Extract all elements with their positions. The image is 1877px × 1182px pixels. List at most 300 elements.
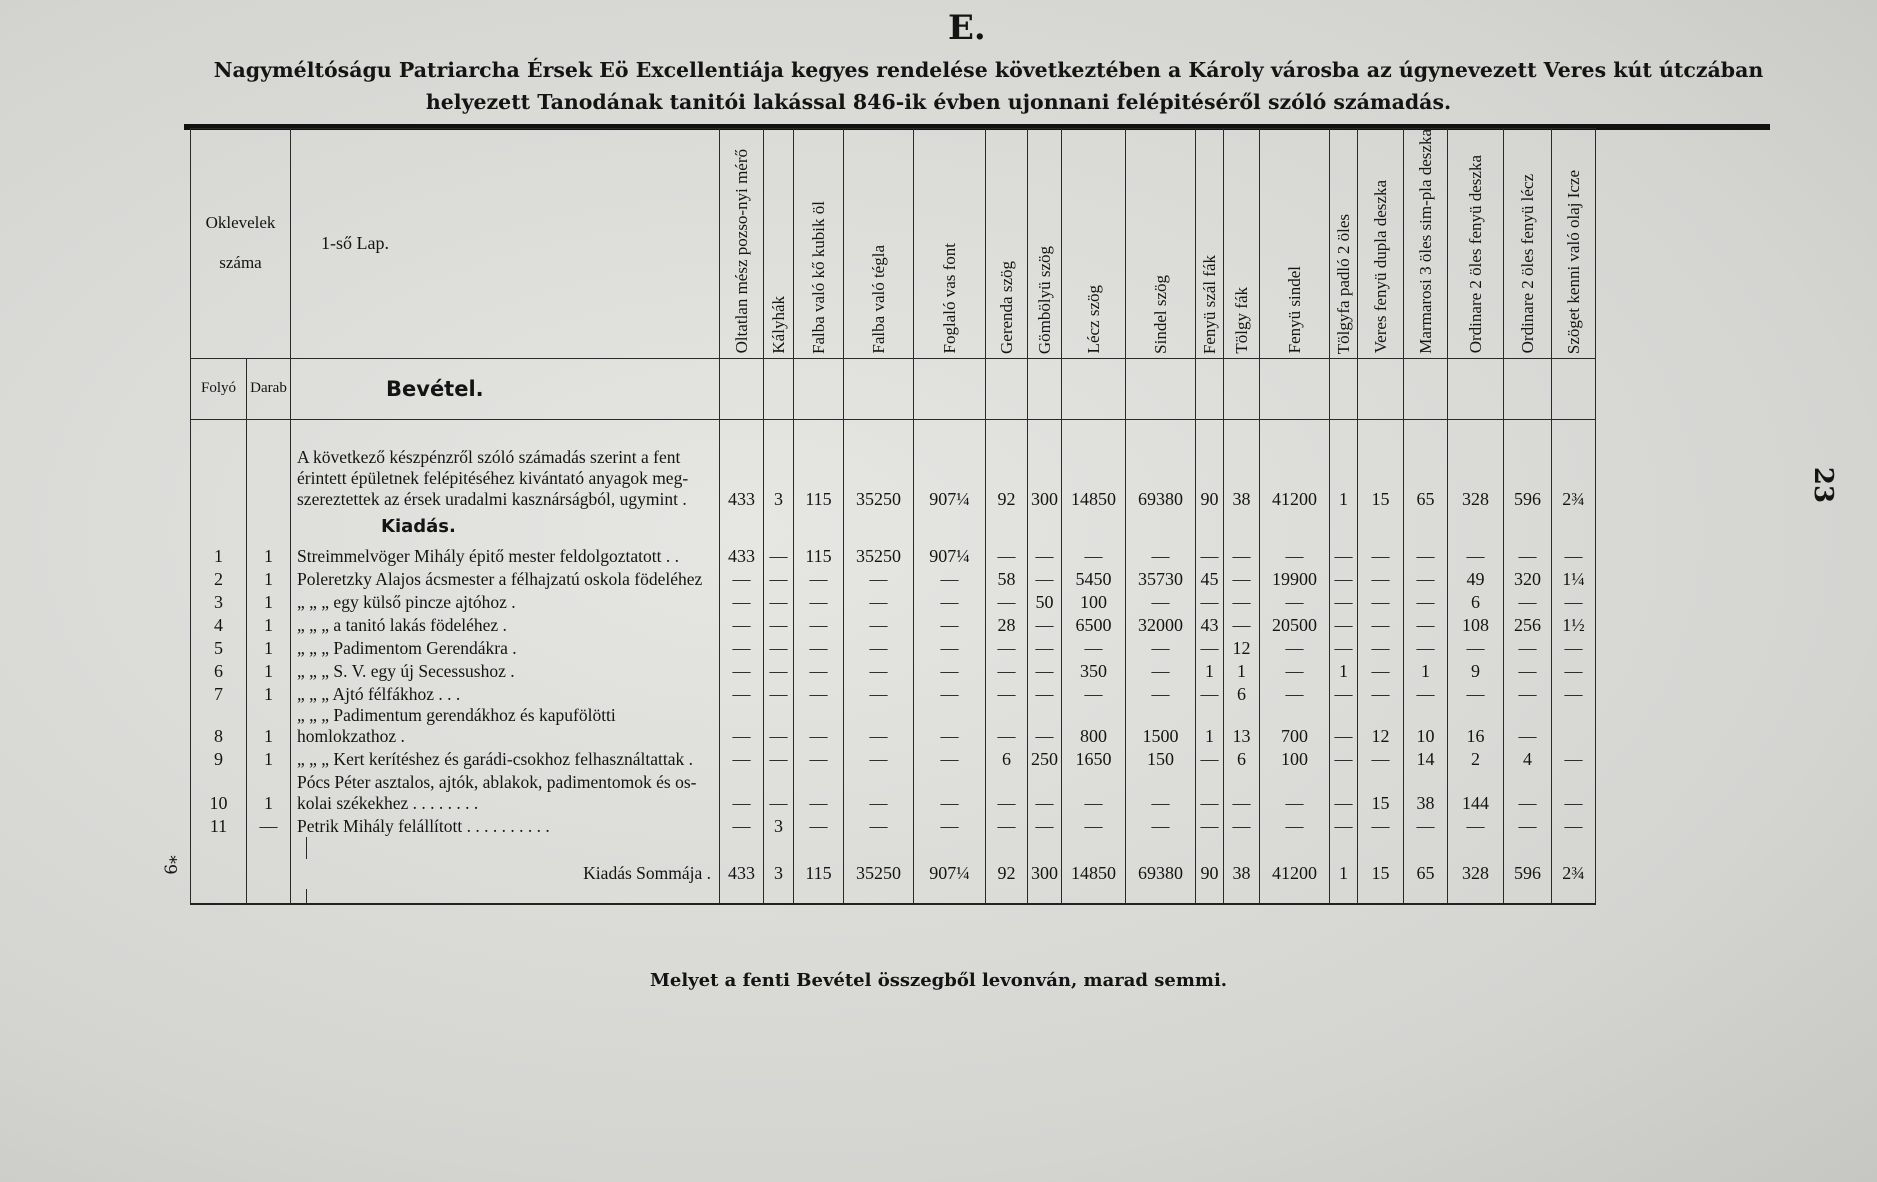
blank-cell <box>986 889 1028 904</box>
column-header <box>1126 129 1196 359</box>
row-description <box>291 705 720 747</box>
description-line: „ „ „ Kert kerítéshez és garádi-csokhoz felhasználtattak . <box>297 748 693 769</box>
blank-cell <box>1330 889 1358 904</box>
value-cell: — <box>794 636 844 659</box>
column-header <box>1552 129 1596 359</box>
value-cell: — <box>1028 613 1062 636</box>
expense-row <box>191 613 1596 636</box>
value-cell: — <box>1028 567 1062 590</box>
value-cell: — <box>1358 747 1404 770</box>
column-header <box>1224 129 1260 359</box>
value-cell: — <box>1330 544 1358 567</box>
blank-cell <box>1404 510 1448 544</box>
blank-cell <box>764 837 794 859</box>
blank-cell <box>1552 837 1596 859</box>
column-header <box>1358 129 1404 359</box>
value-cell: — <box>1330 567 1358 590</box>
value-cell: — <box>1028 636 1062 659</box>
column-header <box>1504 129 1552 359</box>
value-cell: 300 <box>1028 419 1062 510</box>
value-cell: 32000 <box>1126 613 1196 636</box>
value-cell: — <box>1504 770 1552 814</box>
value-cell: — <box>1196 544 1224 567</box>
value-cell: — <box>1504 636 1552 659</box>
value-cell: 6 <box>1224 747 1260 770</box>
value-cell: — <box>844 659 914 682</box>
blank-cell <box>1126 358 1196 419</box>
row-count: 1 <box>247 682 291 705</box>
value-cell: 15 <box>1358 419 1404 510</box>
blank-cell <box>1196 510 1224 544</box>
value-cell: 1¼ <box>1552 567 1596 590</box>
blank-cell <box>1062 358 1126 419</box>
column-header <box>1028 129 1062 359</box>
value-cell: 350 <box>1062 659 1126 682</box>
blank-cell <box>1552 358 1596 419</box>
row-number: 5 <box>191 636 247 659</box>
value-cell: — <box>1358 659 1404 682</box>
value-cell: 1 <box>1404 659 1448 682</box>
value-cell: — <box>1196 770 1224 814</box>
value-cell: — <box>720 590 764 613</box>
value-cell: 1 <box>1330 659 1358 682</box>
value-cell: 1½ <box>1552 613 1596 636</box>
value-cell: 2 <box>1448 747 1504 770</box>
column-header-label: Tölgyfa padló 2 öles <box>1333 213 1353 354</box>
total-value-cell: 35250 <box>844 859 914 889</box>
blank-cell <box>1358 358 1404 419</box>
value-cell: 907¼ <box>914 544 986 567</box>
value-cell: — <box>1260 814 1330 837</box>
expense-row <box>191 544 1596 567</box>
value-cell: — <box>1260 659 1330 682</box>
column-header-label: Gömbölyü szög <box>1034 245 1054 354</box>
value-cell: — <box>1260 636 1330 659</box>
value-cell: — <box>1062 770 1126 814</box>
blank-cell <box>914 889 986 904</box>
ledger-table <box>190 128 1596 905</box>
value-cell: — <box>794 567 844 590</box>
value-cell: — <box>1448 682 1504 705</box>
value-cell: — <box>720 567 764 590</box>
blank-cell <box>1028 358 1062 419</box>
value-cell: — <box>1062 636 1126 659</box>
value-cell: — <box>1504 590 1552 613</box>
value-cell: 6 <box>1224 682 1260 705</box>
value-cell: — <box>1196 590 1224 613</box>
expense-row <box>191 814 1596 837</box>
value-cell: — <box>914 770 986 814</box>
column-header-label: Marmarosi 3 öles sim-pla deszka <box>1415 129 1435 354</box>
expense-row <box>191 636 1596 659</box>
blank-cell <box>1330 510 1358 544</box>
blank-cell <box>986 358 1028 419</box>
row-count: 1 <box>247 705 291 747</box>
row-description <box>291 770 720 814</box>
value-cell: — <box>844 567 914 590</box>
value-cell: — <box>1224 544 1260 567</box>
value-cell: — <box>1260 770 1330 814</box>
value-cell: — <box>764 705 794 747</box>
value-cell: — <box>986 705 1028 747</box>
value-cell: — <box>794 682 844 705</box>
value-cell: — <box>1404 636 1448 659</box>
value-cell: — <box>844 770 914 814</box>
total-value-cell: 92 <box>986 859 1028 889</box>
value-cell: 907¼ <box>914 419 986 510</box>
value-cell: — <box>844 613 914 636</box>
value-cell: 328 <box>1448 419 1504 510</box>
value-cell: — <box>1126 636 1196 659</box>
blank-cell <box>1504 889 1552 904</box>
value-cell: 69380 <box>1126 419 1196 510</box>
blank-cell <box>1448 358 1504 419</box>
value-cell: — <box>1330 814 1358 837</box>
value-cell: 150 <box>1126 747 1196 770</box>
value-cell: — <box>794 659 844 682</box>
margin-mark: *9 <box>159 855 180 875</box>
column-header <box>720 129 764 359</box>
blank-cell <box>247 889 291 904</box>
blank-cell <box>191 859 247 889</box>
blank-cell <box>247 859 291 889</box>
row-description <box>291 659 720 682</box>
column-header-label: Lécz szög <box>1083 285 1103 354</box>
value-cell: 58 <box>986 567 1028 590</box>
row-count: 1 <box>247 659 291 682</box>
row-count: 1 <box>247 747 291 770</box>
footer-note: Melyet a fenti Bevétel összegből levonván, marad semmi. <box>649 970 1228 991</box>
expense-row <box>191 747 1596 770</box>
page-label: 1-ső Lap. <box>291 129 720 359</box>
total-value-cell: 433 <box>720 859 764 889</box>
value-cell: 28 <box>986 613 1028 636</box>
value-cell: — <box>914 636 986 659</box>
column-header-label: Ordinare 2 öles fenyü deszka <box>1465 155 1485 354</box>
value-cell: 700 <box>1260 705 1330 747</box>
row-count <box>247 419 291 510</box>
row-number: 4 <box>191 613 247 636</box>
row-description <box>291 544 720 567</box>
total-value-cell: 41200 <box>1260 859 1330 889</box>
value-cell: — <box>720 613 764 636</box>
total-value-cell: 15 <box>1358 859 1404 889</box>
value-cell: — <box>1028 659 1062 682</box>
blank-cell <box>844 358 914 419</box>
value-cell: — <box>1224 567 1260 590</box>
blank-cell <box>1330 837 1358 859</box>
blank-cell <box>1196 358 1224 419</box>
value-cell: — <box>1224 770 1260 814</box>
column-header <box>1196 129 1224 359</box>
value-cell: 3 <box>764 419 794 510</box>
blank-cell <box>1126 837 1196 859</box>
column-header-label: Fenyü sindel <box>1284 266 1304 354</box>
value-cell: — <box>764 682 794 705</box>
value-cell: — <box>844 682 914 705</box>
value-cell: 320 <box>1504 567 1552 590</box>
column-header-label: Falba való kő kubik öl <box>808 200 828 354</box>
value-cell: — <box>1028 682 1062 705</box>
blank-cell <box>1504 510 1552 544</box>
row-description <box>291 747 720 770</box>
value-cell: — <box>1552 814 1596 837</box>
value-cell: — <box>1260 544 1330 567</box>
blank-cell <box>986 837 1028 859</box>
expense-row <box>191 659 1596 682</box>
value-cell: 35730 <box>1126 567 1196 590</box>
blank-cell <box>1358 510 1404 544</box>
value-cell: 10 <box>1404 705 1448 747</box>
blank-cell <box>1260 837 1330 859</box>
value-cell: — <box>986 636 1028 659</box>
value-cell: — <box>1552 682 1596 705</box>
value-cell: 45 <box>1196 567 1224 590</box>
total-value-cell: 90 <box>1196 859 1224 889</box>
value-cell: 1 <box>1330 419 1358 510</box>
row-count: 1 <box>247 613 291 636</box>
blank-cell <box>764 510 794 544</box>
blank-cell <box>307 837 720 859</box>
blank-cell <box>1404 837 1448 859</box>
blank-cell <box>291 889 307 904</box>
blank-cell <box>844 837 914 859</box>
value-cell: — <box>986 544 1028 567</box>
value-cell: 15 <box>1358 770 1404 814</box>
row-number <box>191 419 247 510</box>
value-cell: — <box>1126 659 1196 682</box>
value-cell: 800 <box>1062 705 1126 747</box>
total-label: Kiadás Sommája . <box>291 859 720 889</box>
value-cell: — <box>1126 770 1196 814</box>
value-cell: 4 <box>1504 747 1552 770</box>
value-cell: 6 <box>1448 590 1504 613</box>
column-header-label: Foglaló vas font <box>939 243 959 354</box>
value-cell: — <box>1448 814 1504 837</box>
value-cell: — <box>914 659 986 682</box>
blank-cell <box>1330 358 1358 419</box>
value-cell: — <box>1358 613 1404 636</box>
expense-heading: Kiadás. <box>291 510 720 544</box>
blank-cell <box>914 358 986 419</box>
value-cell: — <box>1224 590 1260 613</box>
blank-cell <box>794 837 844 859</box>
description-line: Poleretzky Alajos ácsmester a félhajzatú oskola födeléhez <box>297 568 703 589</box>
value-cell: 13 <box>1224 705 1260 747</box>
column-header-label: Tölgy fák <box>1231 287 1251 354</box>
value-cell: — <box>1062 682 1126 705</box>
blank-cell <box>1448 889 1504 904</box>
blank-cell <box>794 510 844 544</box>
row-number: 3 <box>191 590 247 613</box>
row-description <box>291 814 720 837</box>
value-cell: — <box>1062 814 1126 837</box>
blank-cell <box>844 889 914 904</box>
total-value-cell: 3 <box>764 859 794 889</box>
value-cell: 100 <box>1062 590 1126 613</box>
value-cell <box>1552 705 1596 747</box>
description-line: „ „ „ S. V. egy új Secessushoz . <box>297 660 515 681</box>
value-cell: — <box>764 636 794 659</box>
blank-cell <box>1196 837 1224 859</box>
expense-row <box>191 705 1596 747</box>
value-cell: — <box>914 747 986 770</box>
value-cell: — <box>720 814 764 837</box>
value-cell: — <box>1028 814 1062 837</box>
row-count: 1 <box>247 590 291 613</box>
value-cell: 1 <box>1224 659 1260 682</box>
row-description <box>291 613 720 636</box>
value-cell: — <box>1504 659 1552 682</box>
column-header <box>764 129 794 359</box>
value-cell: 41200 <box>1260 419 1330 510</box>
title-line-2: helyezett Tanodának tanitói lakással 846-ik évben ujonnani felépitéséről szóló számadás. <box>425 90 1452 114</box>
value-cell: — <box>1404 544 1448 567</box>
row-count: 1 <box>247 770 291 814</box>
blank-cell <box>1552 510 1596 544</box>
value-cell: — <box>1196 682 1224 705</box>
blank-cell <box>720 889 764 904</box>
column-header-label: Kályhák <box>768 296 788 354</box>
description-line: Pócs Péter asztalos, ajtók, ablakok, padimentomok és os-kolai székekhez . . . . . . . . <box>297 771 697 813</box>
value-cell: 9 <box>1448 659 1504 682</box>
szama-label: száma <box>219 253 262 273</box>
blank-cell <box>1028 510 1062 544</box>
value-cell: — <box>914 814 986 837</box>
column-header-label: Falba való tégla <box>868 245 888 354</box>
blank-cell <box>1224 837 1260 859</box>
value-cell: — <box>764 567 794 590</box>
blank-cell <box>1062 837 1126 859</box>
description-line: „ „ „ a tanitó lakás födeléhez . <box>297 614 507 635</box>
blank-cell <box>720 510 764 544</box>
value-cell: — <box>1330 747 1358 770</box>
value-cell: 250 <box>1028 747 1062 770</box>
value-cell: 108 <box>1448 613 1504 636</box>
value-cell: 3 <box>764 814 794 837</box>
total-value-cell: 38 <box>1224 859 1260 889</box>
blank-cell <box>720 837 764 859</box>
value-cell: — <box>1504 682 1552 705</box>
value-cell: 12 <box>1224 636 1260 659</box>
value-cell: — <box>1404 682 1448 705</box>
blank-cell <box>914 837 986 859</box>
value-cell: — <box>1330 636 1358 659</box>
value-cell: — <box>844 747 914 770</box>
blank-cell <box>1404 358 1448 419</box>
blank-cell <box>1224 358 1260 419</box>
row-description <box>291 419 720 510</box>
blank-cell <box>1504 358 1552 419</box>
value-cell: — <box>1552 747 1596 770</box>
total-value-cell: 2¾ <box>1552 859 1596 889</box>
blank-cell <box>1404 889 1448 904</box>
column-header <box>1062 129 1126 359</box>
row-number: 9 <box>191 747 247 770</box>
value-cell: — <box>794 705 844 747</box>
total-value-cell: 300 <box>1028 859 1062 889</box>
value-cell: — <box>914 590 986 613</box>
value-cell: — <box>1330 770 1358 814</box>
blank-cell <box>247 510 291 544</box>
column-header <box>914 129 986 359</box>
value-cell: — <box>764 659 794 682</box>
blank-cell <box>914 510 986 544</box>
value-cell: — <box>1404 567 1448 590</box>
value-cell: — <box>1358 567 1404 590</box>
column-header <box>1330 129 1358 359</box>
value-cell: 596 <box>1504 419 1552 510</box>
total-value-cell: 328 <box>1448 859 1504 889</box>
value-cell: — <box>1552 590 1596 613</box>
value-cell: — <box>1196 747 1224 770</box>
column-header-label: Szöget kenni való olaj Icze <box>1563 169 1583 354</box>
blank-cell <box>1260 889 1330 904</box>
value-cell: — <box>720 705 764 747</box>
blank-cell <box>1062 510 1126 544</box>
blank-cell <box>1448 510 1504 544</box>
description-line: Petrik Mihály felállított . . . . . . . . . . <box>297 815 550 836</box>
value-cell: — <box>914 705 986 747</box>
value-cell: — <box>986 590 1028 613</box>
value-cell: 1 <box>1196 659 1224 682</box>
column-header <box>844 129 914 359</box>
value-cell: — <box>1404 590 1448 613</box>
blank-cell <box>291 837 307 859</box>
value-cell: 20500 <box>1260 613 1330 636</box>
section-letter: E. <box>948 8 986 48</box>
value-cell: 115 <box>794 544 844 567</box>
row-count: 1 <box>247 636 291 659</box>
value-cell: — <box>720 682 764 705</box>
blank-cell <box>1196 889 1224 904</box>
value-cell: — <box>1028 770 1062 814</box>
value-cell: — <box>720 636 764 659</box>
row-number: 6 <box>191 659 247 682</box>
description-line: A következő készpénzről szóló számadás szerint a fent <box>297 446 681 467</box>
value-cell: — <box>1196 636 1224 659</box>
value-cell: 433 <box>720 419 764 510</box>
column-header-label: Ordinare 2 öles fenyü lécz <box>1517 174 1537 354</box>
row-count: 1 <box>247 567 291 590</box>
row-number: 10 <box>191 770 247 814</box>
value-cell: 92 <box>986 419 1028 510</box>
value-cell: — <box>1358 814 1404 837</box>
column-header <box>1404 129 1448 359</box>
value-cell: 38 <box>1404 770 1448 814</box>
folyo-header: Folyó <box>191 358 247 419</box>
row-description <box>291 636 720 659</box>
value-cell: — <box>986 659 1028 682</box>
total-value-cell: 907¼ <box>914 859 986 889</box>
value-cell: 38 <box>1224 419 1260 510</box>
value-cell: 65 <box>1404 419 1448 510</box>
value-cell: — <box>794 590 844 613</box>
blank-cell <box>764 889 794 904</box>
page-number: 23 <box>1808 466 1839 504</box>
value-cell: 100 <box>1260 747 1330 770</box>
column-header-label: Sindel szög <box>1150 274 1170 354</box>
value-cell: 14850 <box>1062 419 1126 510</box>
column-header <box>1260 129 1330 359</box>
value-cell: — <box>1330 705 1358 747</box>
value-cell: 14 <box>1404 747 1448 770</box>
description-line: érintett épületnek felépitéséhez kivántató anyagok meg- <box>297 467 689 488</box>
expense-row <box>191 770 1596 814</box>
blank-cell <box>1028 837 1062 859</box>
blank-cell <box>1358 837 1404 859</box>
value-cell: — <box>844 590 914 613</box>
